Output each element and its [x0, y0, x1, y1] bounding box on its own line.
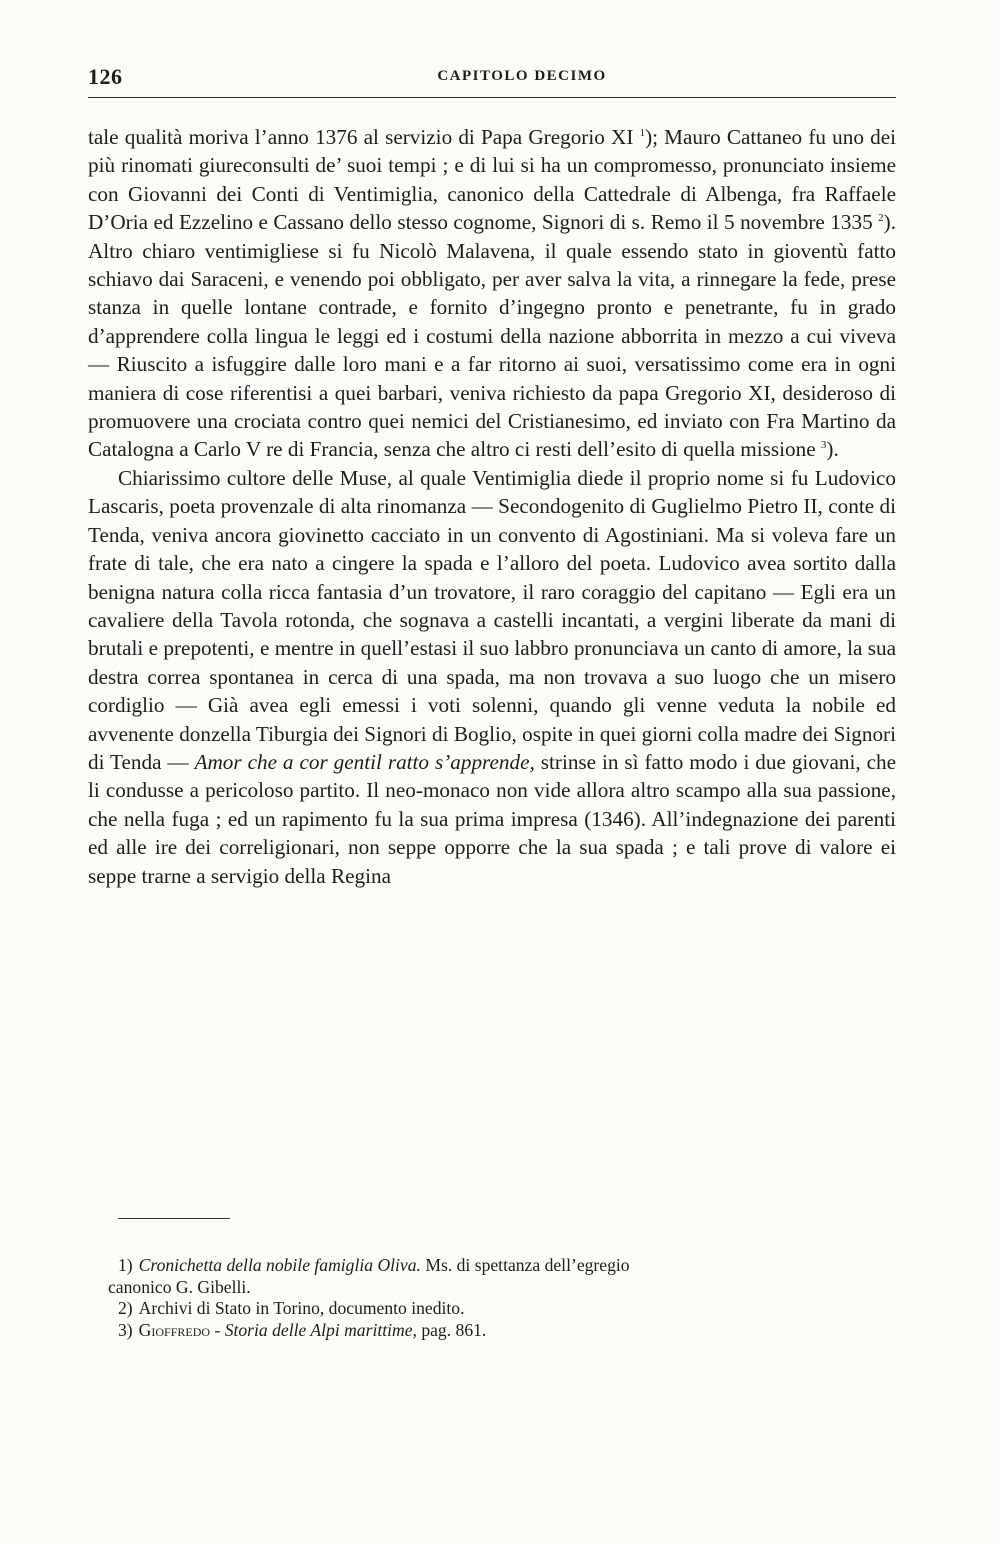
- footnote-ref-3: 3: [820, 439, 827, 452]
- body-text: [88, 123, 896, 890]
- running-head: CAPITOLO DECIMO: [437, 68, 607, 84]
- paragraph-1-part-4: ).: [826, 437, 839, 462]
- paragraph-1-part-3: ). Altro chiaro ventimigliese si fu Nicolò Malavena, il quale essendo stato in gioventù fatto schiavo dai Saraceni, e venendo poi obbligato, per aver salva la vita, a rinnegare la fede, prese stanza in quelle lontane contrade, e fornito d’ingegno pronto e penetrante, fu in grado d’apprendere colla lingua le leggi ed i costumi della nazione abborrita in mezzo a cui viveva — Riuscito a isfuggire dalle loro mani e a far ritorno ai suoi, versatissimo come era in ogni maniera di cose riferentisi a quei barbari, veniva richiesto da papa Gregorio XI, desideroso di promuovere una crociata contro quei nemici del Cristianesimo, ed inviato con Fra Martino da Catalogna a Carlo V re di Francia, senza che altro ci resti dell’esito di quella missione: [88, 210, 896, 462]
- footnote-ref-1: 1: [639, 127, 646, 139]
- page-number: 126: [88, 64, 123, 89]
- footnote-2-text: Archivi di Stato in Torino, documento inedito.: [138, 1298, 465, 1319]
- footnote-3-author: Gioffredo: [138, 1319, 211, 1340]
- footnote-1-number: 1): [118, 1255, 133, 1275]
- footnote-1-text: Ms. di spettanza dell’egregio: [420, 1255, 630, 1275]
- paragraph-1-part-1: tale qualità moriva l’anno 1376 al servizio di Papa Gregorio XI: [88, 125, 640, 149]
- footnote-1-title: Cronichetta della nobile famiglia Oliva.: [138, 1255, 421, 1275]
- page-header: [88, 64, 896, 96]
- paragraph-1-part-2: ); Mauro Cattaneo fu uno dei più rinomati giureconsulti de’ suoi tempi ; e di lui si ha un compromesso, pronunciato insieme con Giovanni dei Conti di Ventimiglia, canonico della Cattedrale di Albenga, fra Raffaele D’Oria ed Ezzelino e Cassano dello stesso cognome, Signori di s. Remo il 5 novembre 1335: [88, 125, 896, 235]
- paragraph-2-part-2: strinse in sì fatto modo i due giovani, che li condusse a pericoloso partito. Il neo-monaco non vide allora altro scampo alla sua passione, che nella fuga ; ed un rapimento fu la sua prima impresa (1346). All’indegnazione dei parenti ed alle ire dei correligionari, non seppe opporre che la sua spada ; e tali prove di valore ei seppe trarne a servigio della Regina: [88, 749, 896, 888]
- footnote-3-text: pag. 861.: [416, 1319, 487, 1340]
- header-rule: [88, 97, 896, 98]
- footnote-ref-2: 2: [878, 212, 884, 225]
- paragraph-2: [88, 464, 896, 890]
- paragraph-2-italic-quote: Amor che a cor gentil ratto s’apprende,: [194, 749, 535, 774]
- footnote-3-separator: -: [210, 1319, 225, 1340]
- paragraph-1: [88, 123, 896, 464]
- footnote-3: [118, 1320, 896, 1342]
- footnote-rule: [118, 1218, 230, 1219]
- footnote-2-number: 2): [118, 1298, 133, 1319]
- paragraph-2-part-1: Chiarissimo cultore delle Muse, al quale Ventimiglia diede il proprio nome si fu Ludovico Lascaris, poeta provenzale di alta rinomanza — Secondogenito di Guglielmo Pietro II, conte di Tenda, veniva ancora giovinetto cacciato in un convento di Agostiniani. Ma si voleva fare un frate di tale, che era nato a cingere la spada e l’alloro del poeta. Ludovico avea sortito dalla benigna natura colla ricca fantasia d’un trovatore, il raro coraggio del capitano — Egli era un cavaliere della Tavola rotonda, che sognava a castelli incantati, a vergini liberate da mani di brutali e prepotenti, e mentre in quell’estasi il suo labbro pronunciava un canto di amore, la sua destra correa spontanea in cerca di una spada, ma non trovava a suo luogo che un misero cordiglio — Già avea egli emessi i voti solenni, quando gli venne veduta la nobile ed avvenente donzella Tiburgia dei Signori di Boglio, ospite in quei giorni colla madre dei Signori di Tenda —: [88, 465, 896, 774]
- footnote-3-number: 3): [118, 1319, 133, 1340]
- footnote-1: [118, 1255, 896, 1277]
- footnote-2: [118, 1298, 896, 1320]
- footnote-3-title: Storia delle Alpi marittime,: [224, 1319, 417, 1340]
- footnotes: [108, 1255, 896, 1341]
- footnote-1-continuation: canonico G. Gibelli.: [108, 1276, 251, 1297]
